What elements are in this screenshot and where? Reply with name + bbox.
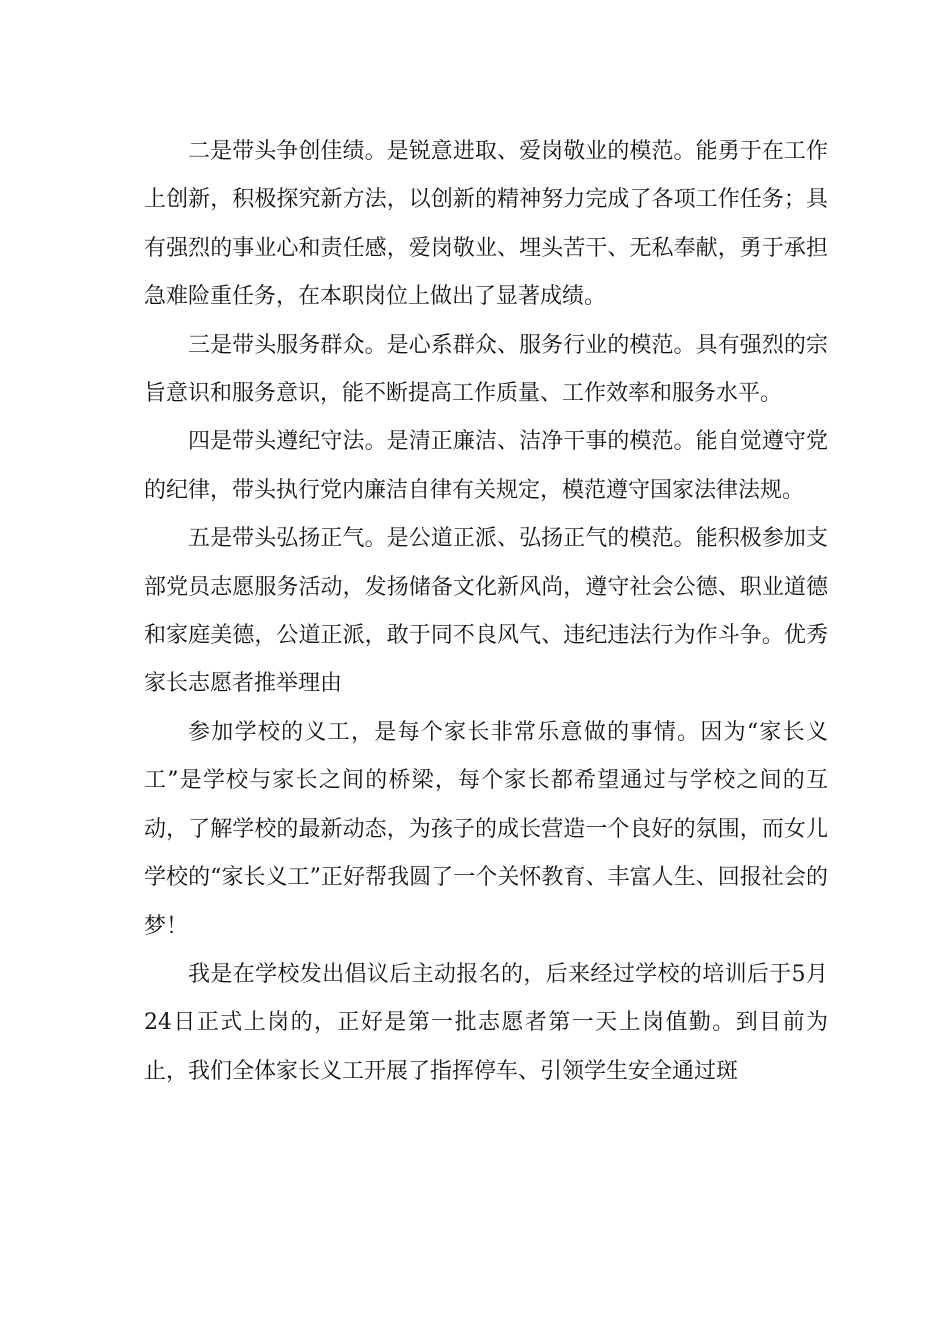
paragraph-2: 三是带头服务群众。是心系群众、服务行业的模范。具有强烈的宗旨意识和服务意识，能不断提高工作质量、工作效率和服务水平。 — [144, 332, 828, 407]
document-body — [144, 128, 828, 1096]
paragraph-4: 五是带头弘扬正气。是公道正派、弘扬正气的模范。能积极参加支部党员志愿服务活动，发扬储备文化新风尚，遵守社会公德、职业道德和家庭美德，公道正派，敢于同不良风气、违纪违法行为作斗争。优秀家长志愿者推举理由 — [144, 526, 828, 697]
paragraph-3: 四是带头遵纪守法。是清正廉洁、洁净干事的模范。能自觉遵守党的纪律，带头执行党内廉洁自律有关规定，模范遵守国家法律法规。 — [144, 429, 828, 503]
paragraph-1: 二是带头争创佳绩。是锐意进取、爱岗敬业的模范。能勇于在工作上创新，积极探究新方法，以创新的精神努力完成了各项工作任务；具有强烈的事业心和责任感，爱岗敬业、埋头苦干、无私奉献，勇于承担急难险重任务，在本职岗位上做出了显著成绩。 — [144, 139, 828, 310]
paragraph-5: 参加学校的义工，是每个家长非常乐意做的事情。因为“家长义工”是学校与家长之间的桥梁，每个家长都希望通过与学校之间的互动，了解学校的最新动态，为孩子的成长营造一个良好的氛围，而女儿学校的“家长义工”正好帮我圆了一个关怀教育、丰富人生、回报社会的梦！ — [144, 719, 828, 939]
paragraph-6: 我是在学校发出倡议后主动报名的，后来经过学校的培训后于5月24日正式上岗的，正好是第一批志愿者第一天上岗值勤。到目前为止，我们全体家长义工开展了指挥停车、引领学生安全通过斑 — [144, 961, 828, 1084]
